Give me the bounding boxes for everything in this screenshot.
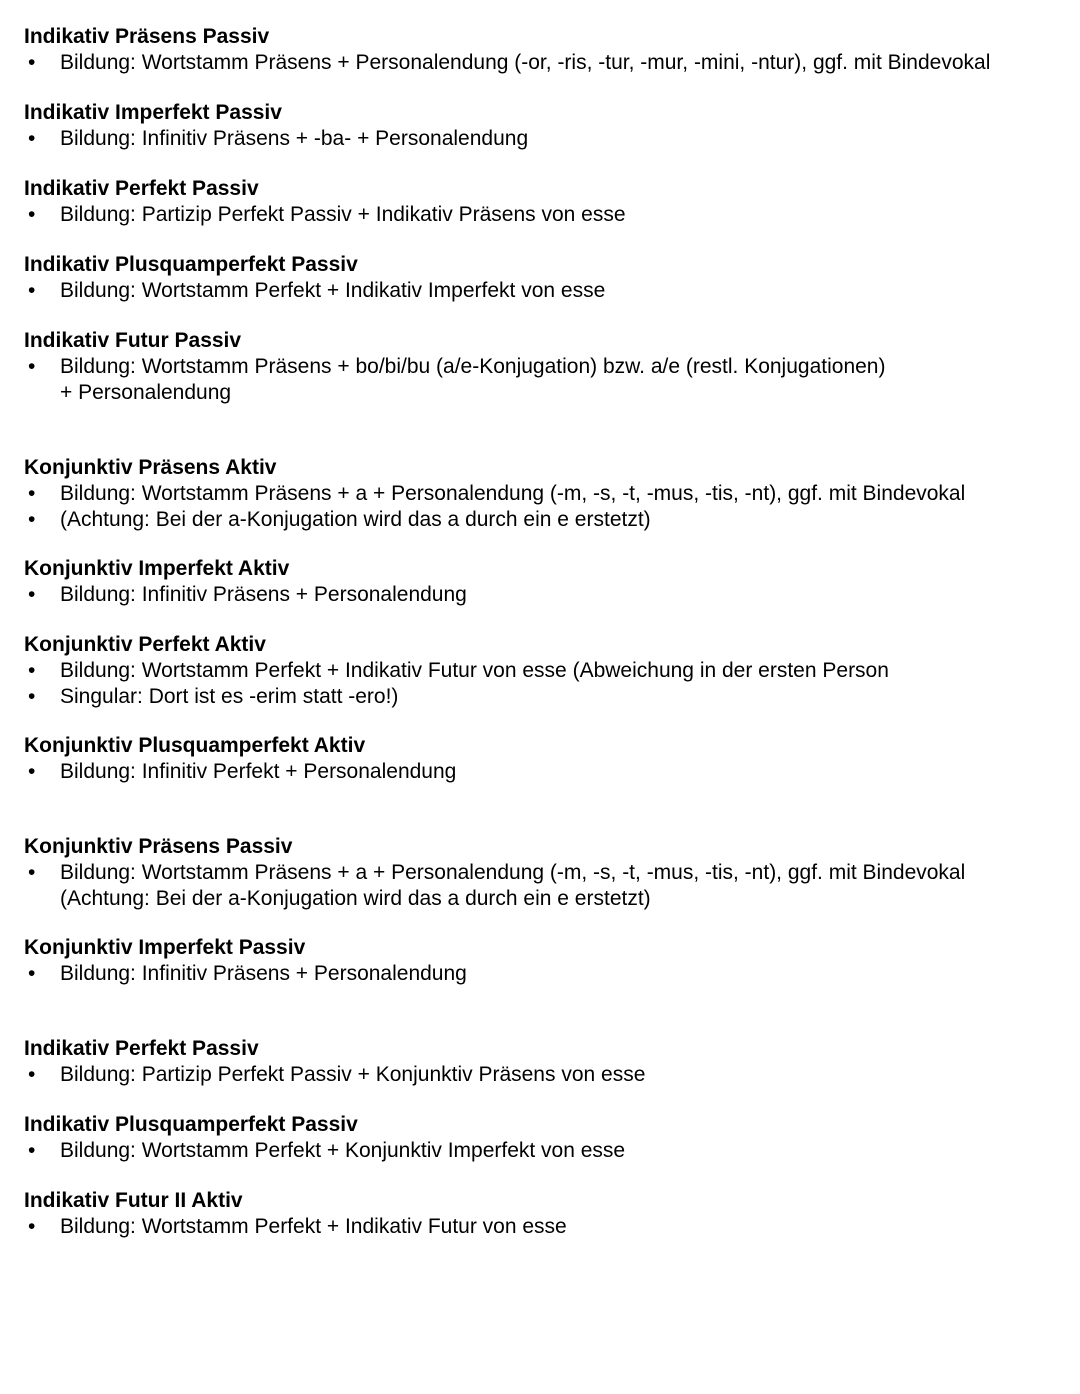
bullet-item	[24, 759, 1064, 785]
bullet-icon: •	[28, 127, 36, 150]
bullet-text: Bildung: Wortstamm Präsens + Personalendung (-or, -ris, -tur, -mur, -mini, -ntur), ggf. mit Bindevokal	[60, 51, 991, 74]
bullet-item	[24, 658, 1064, 684]
bullet-continuation: + Personalendung	[60, 381, 232, 404]
section-heading: Konjunktiv Imperfekt Aktiv	[24, 557, 290, 580]
bullet-continuation: (Achtung: Bei der a-Konjugation wird das a durch ein e erstetzt)	[60, 887, 651, 910]
bullet-text: Bildung: Infinitiv Präsens + -ba- + Personalendung	[60, 127, 529, 150]
bullet-icon: •	[28, 508, 36, 531]
section-heading: Indikativ Plusquamperfekt Passiv	[24, 253, 358, 276]
bullet-icon: •	[28, 1139, 36, 1162]
bullet-icon: •	[28, 1215, 36, 1238]
section-konjunktiv-plusquamperfekt-aktiv	[24, 733, 1064, 785]
bullet-item	[24, 481, 1064, 507]
bullet-icon: •	[28, 482, 36, 505]
section-indikativ-plusquamperfekt-passiv	[24, 252, 1064, 304]
bullet-icon: •	[28, 962, 36, 985]
bullet-icon: •	[28, 279, 36, 302]
bullet-text: Bildung: Wortstamm Perfekt + Indikativ Futur von esse	[60, 1215, 567, 1238]
section-heading: Konjunktiv Perfekt Aktiv	[24, 633, 266, 656]
bullet-item	[24, 1138, 1064, 1164]
bullet-item	[24, 860, 1064, 886]
bullet-icon: •	[28, 203, 36, 226]
section-indikativ-futur-ii-aktiv	[24, 1188, 1064, 1240]
section-heading: Konjunktiv Präsens Passiv	[24, 835, 293, 858]
section-heading: Konjunktiv Plusquamperfekt Aktiv	[24, 734, 366, 757]
bullet-text: Bildung: Infinitiv Perfekt + Personalendung	[60, 760, 457, 783]
bullet-text: Bildung: Wortstamm Perfekt + Indikativ Imperfekt von esse	[60, 279, 606, 302]
bullet-item	[24, 126, 1064, 152]
section-konjunktiv-imperfekt-aktiv	[24, 556, 1064, 608]
bullet-item	[24, 202, 1064, 228]
bullet-icon: •	[28, 583, 36, 606]
bullet-text: Bildung: Partizip Perfekt Passiv + Konjunktiv Präsens von esse	[60, 1063, 646, 1086]
bullet-item	[24, 278, 1064, 304]
bullet-text: Bildung: Infinitiv Präsens + Personalendung	[60, 583, 467, 606]
bullet-item	[24, 50, 1064, 76]
section-heading: Indikativ Perfekt Passiv	[24, 1037, 259, 1060]
bullet-icon: •	[28, 659, 36, 682]
section-indikativ-plusquamperfekt-passiv-2	[24, 1112, 1064, 1164]
bullet-icon: •	[28, 1063, 36, 1086]
bullet-item	[24, 354, 1064, 380]
bullet-text: Bildung: Infinitiv Präsens + Personalendung	[60, 962, 467, 985]
section-konjunktiv-praesens-passiv	[24, 834, 1064, 912]
bullet-item	[24, 684, 1064, 710]
bullet-item	[24, 1062, 1064, 1088]
bullet-icon: •	[28, 861, 36, 884]
section-heading: Indikativ Perfekt Passiv	[24, 177, 259, 200]
section-konjunktiv-perfekt-aktiv	[24, 632, 1064, 710]
section-heading: Konjunktiv Präsens Aktiv	[24, 456, 277, 479]
bullet-text: (Achtung: Bei der a-Konjugation wird das a durch ein e erstetzt)	[60, 508, 651, 531]
section-konjunktiv-praesens-aktiv	[24, 455, 1064, 533]
bullet-text: Bildung: Wortstamm Perfekt + Konjunktiv Imperfekt von esse	[60, 1139, 626, 1162]
section-heading: Indikativ Plusquamperfekt Passiv	[24, 1113, 358, 1136]
bullet-item	[24, 961, 1064, 987]
section-heading: Indikativ Präsens Passiv	[24, 25, 270, 48]
section-konjunktiv-imperfekt-passiv	[24, 935, 1064, 987]
section-indikativ-perfekt-passiv-2	[24, 1036, 1064, 1088]
bullet-text: Bildung: Wortstamm Präsens + a + Personalendung (-m, -s, -t, -mus, -tis, -nt), ggf. mit Bindevokal	[60, 861, 966, 884]
section-indikativ-praesens-passiv	[24, 24, 1064, 76]
bullet-item	[24, 507, 1064, 533]
bullet-text: Bildung: Wortstamm Präsens + a + Personalendung (-m, -s, -t, -mus, -tis, -nt), ggf. mit Bindevokal	[60, 482, 966, 505]
bullet-text: Bildung: Wortstamm Präsens + bo/bi/bu (a/e-Konjugation) bzw. a/e (restl. Konjugationen)	[60, 355, 886, 378]
bullet-icon: •	[28, 685, 36, 708]
bullet-icon: •	[28, 760, 36, 783]
section-indikativ-imperfekt-passiv	[24, 100, 1064, 152]
bullet-item	[24, 1214, 1064, 1240]
bullet-icon: •	[28, 51, 36, 74]
bullet-icon: •	[28, 355, 36, 378]
section-indikativ-perfekt-passiv	[24, 176, 1064, 228]
section-heading: Indikativ Futur II Aktiv	[24, 1189, 243, 1212]
section-indikativ-futur-passiv	[24, 328, 1064, 406]
section-heading: Indikativ Futur Passiv	[24, 329, 242, 352]
section-heading: Indikativ Imperfekt Passiv	[24, 101, 282, 124]
bullet-text: Bildung: Wortstamm Perfekt + Indikativ Futur von esse (Abweichung in der ersten Person	[60, 659, 889, 682]
section-heading: Konjunktiv Imperfekt Passiv	[24, 936, 306, 959]
bullet-text: Bildung: Partizip Perfekt Passiv + Indikativ Präsens von esse	[60, 203, 626, 226]
bullet-item	[24, 582, 1064, 608]
bullet-text: Singular: Dort ist es -erim statt -ero!)	[60, 685, 399, 708]
